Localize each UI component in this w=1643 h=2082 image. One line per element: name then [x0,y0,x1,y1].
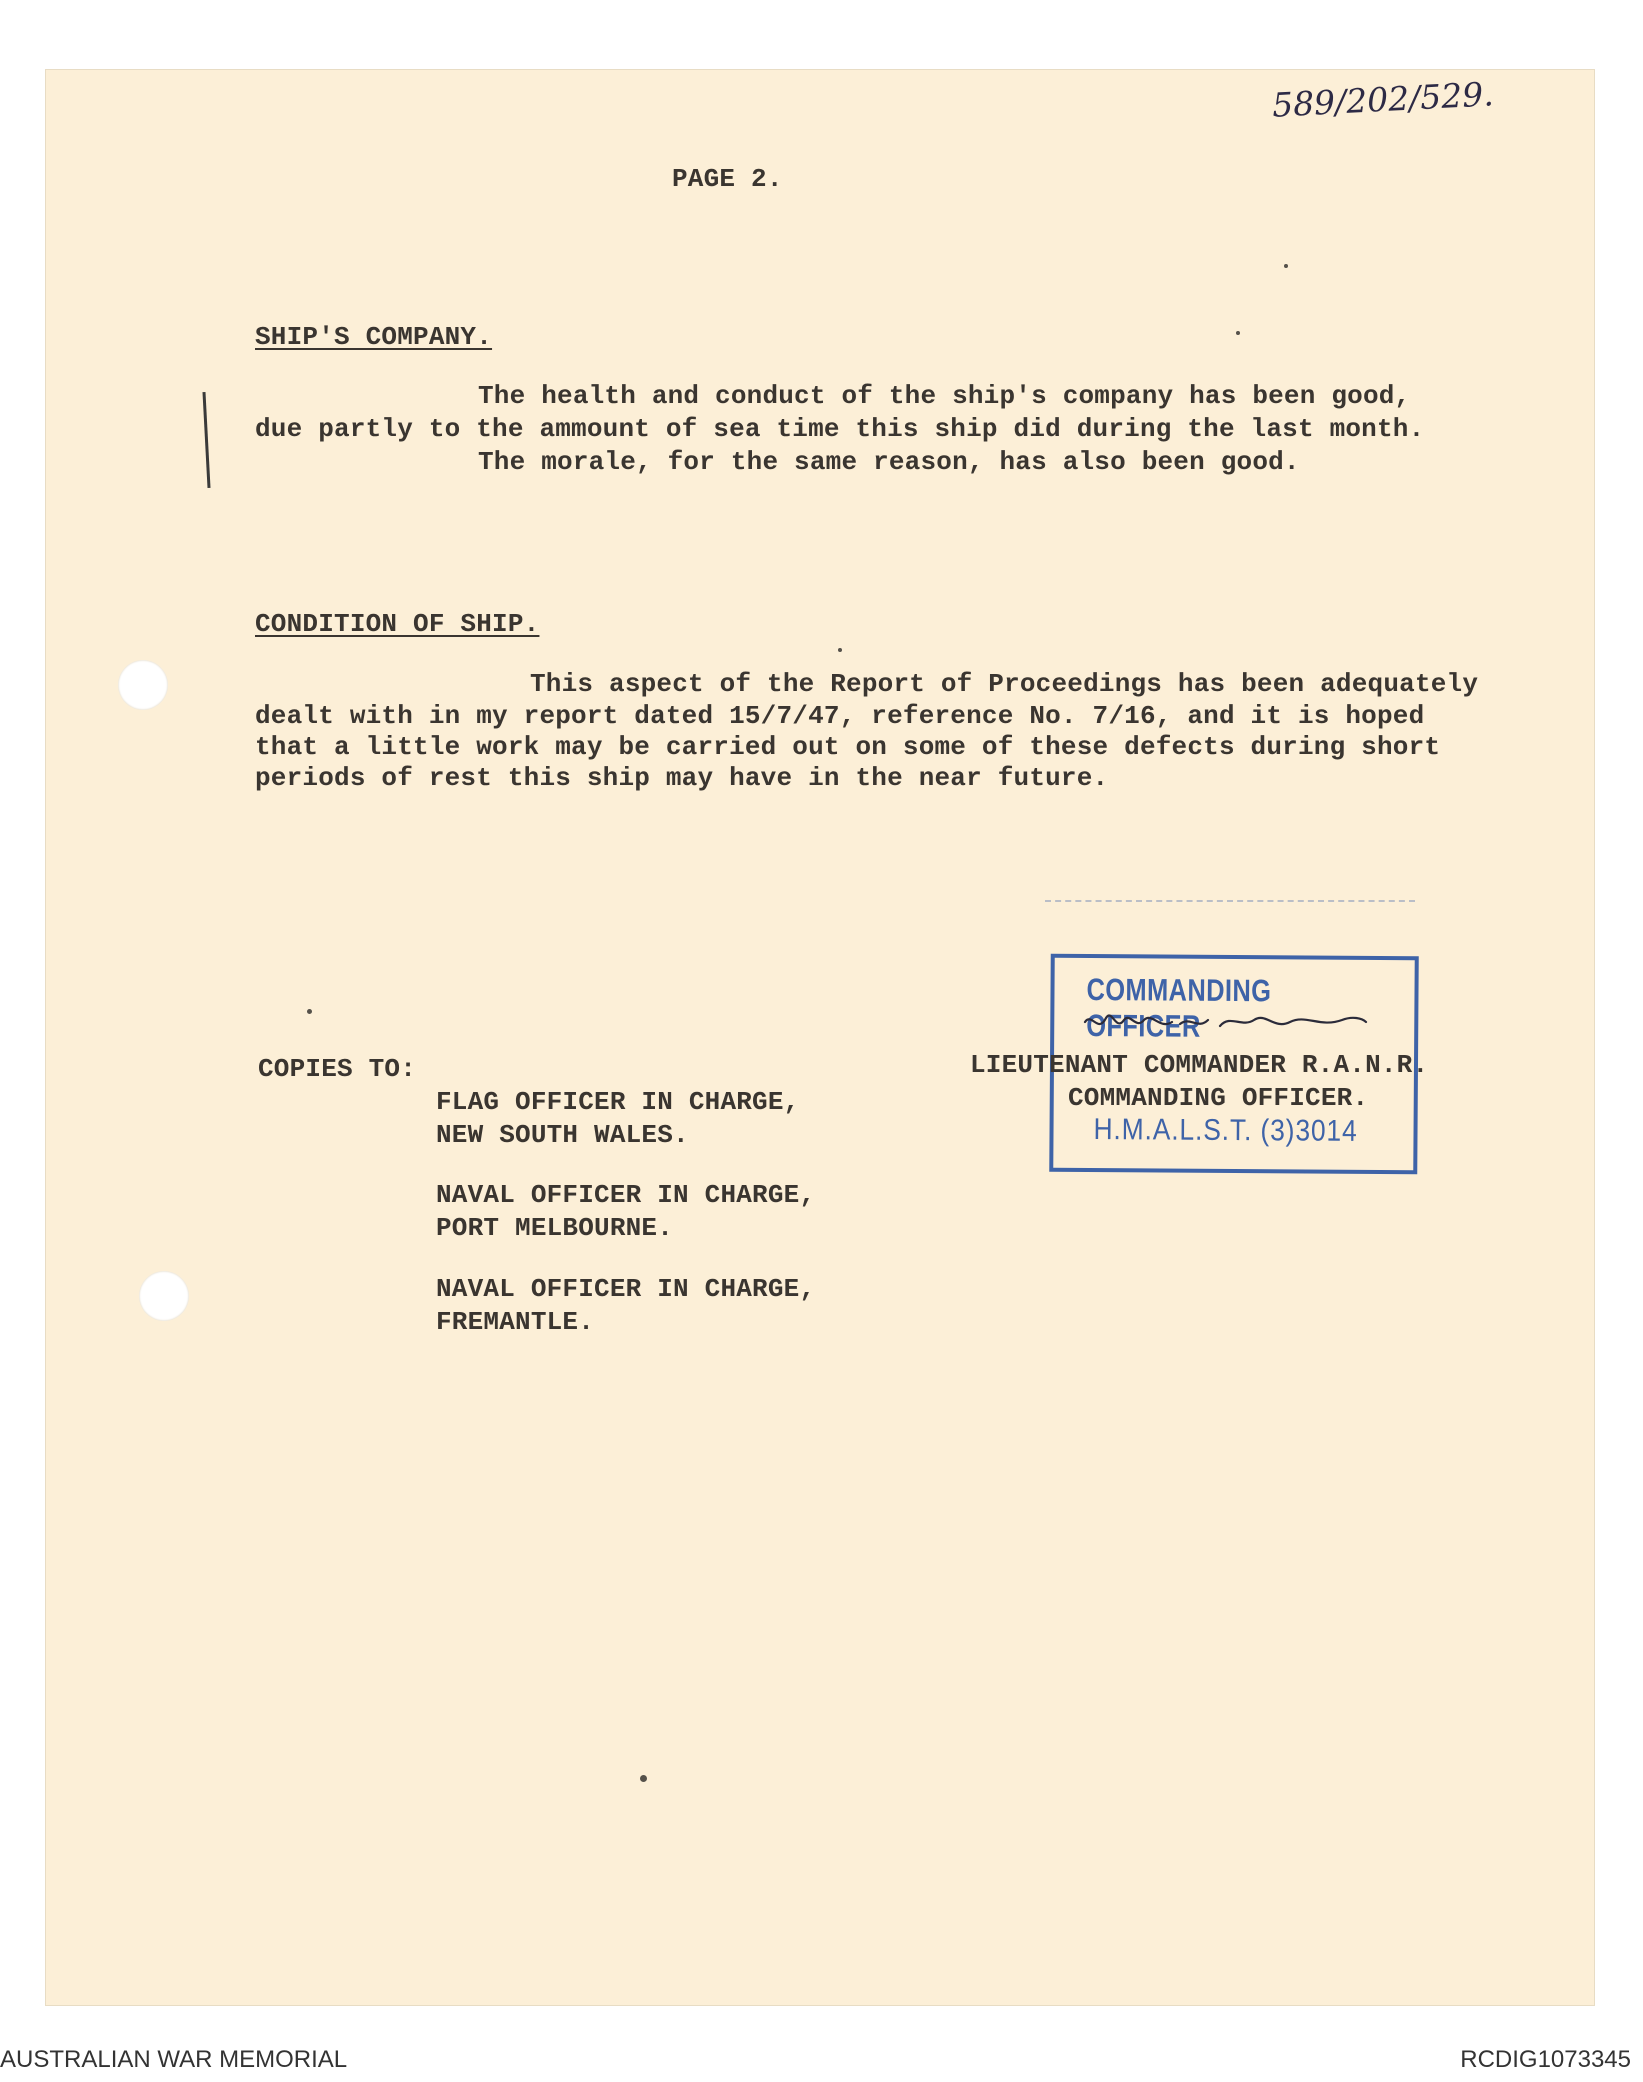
footer-record-id: RCDIG1073345 [1460,2046,1631,2073]
condition-of-ship-heading: CONDITION OF SHIP. [255,609,540,639]
ships-company-line: The morale, for the same reason, has also been good. [478,447,1300,477]
ships-company-heading: SHIP'S COMPANY. [255,322,493,352]
recipient-line: FREMANTLE. [436,1307,595,1337]
recipient-line: NEW SOUTH WALES. [436,1120,689,1150]
ink-speck [1284,264,1288,268]
recipient-line: FLAG OFFICER IN CHARGE, [436,1087,800,1117]
ships-company-line: The health and conduct of the ship's company has been good, [478,381,1411,411]
copies-to-label: COPIES TO: [258,1054,417,1084]
ink-speck [307,1009,312,1014]
condition-line: dealt with in my report dated 15/7/47, reference No. 7/16, and it is hoped [255,701,1425,731]
ships-company-line: due partly to the ammount of sea time this ship did during the last month. [255,414,1425,444]
faint-stamp-impression [1045,900,1415,942]
ink-speck [1236,331,1240,335]
recipient-line: NAVAL OFFICER IN CHARGE, [436,1274,816,1304]
ink-speck [640,1775,647,1782]
recipient-line: PORT MELBOURNE. [436,1213,674,1243]
recipient-line: NAVAL OFFICER IN CHARGE, [436,1180,816,1210]
footer-source: AUSTRALIAN WAR MEMORIAL [0,2046,348,2073]
signature-rank: LIEUTENANT COMMANDER R.A.N.R. [970,1050,1429,1080]
condition-line: This aspect of the Report of Proceedings has been adequately [530,669,1479,699]
signature-title: COMMANDING OFFICER. [1068,1083,1369,1113]
punch-hole-top [118,660,168,710]
punch-hole-bottom [139,1271,189,1321]
condition-line: that a little work may be carried out on some of these defects during short [255,732,1441,762]
page-label: PAGE 2. [672,164,783,194]
ink-speck [838,648,842,652]
condition-line: periods of rest this ship may have in the near future. [255,763,1109,793]
stamp-title: COMMANDING OFFICER [1086,971,1272,1044]
handwritten-signature [1080,1000,1370,1050]
archive-reference: 589/202/529. [1271,74,1495,125]
stamp-vessel: H.M.A.L.S.T. (3)3014 [1093,1113,1358,1148]
